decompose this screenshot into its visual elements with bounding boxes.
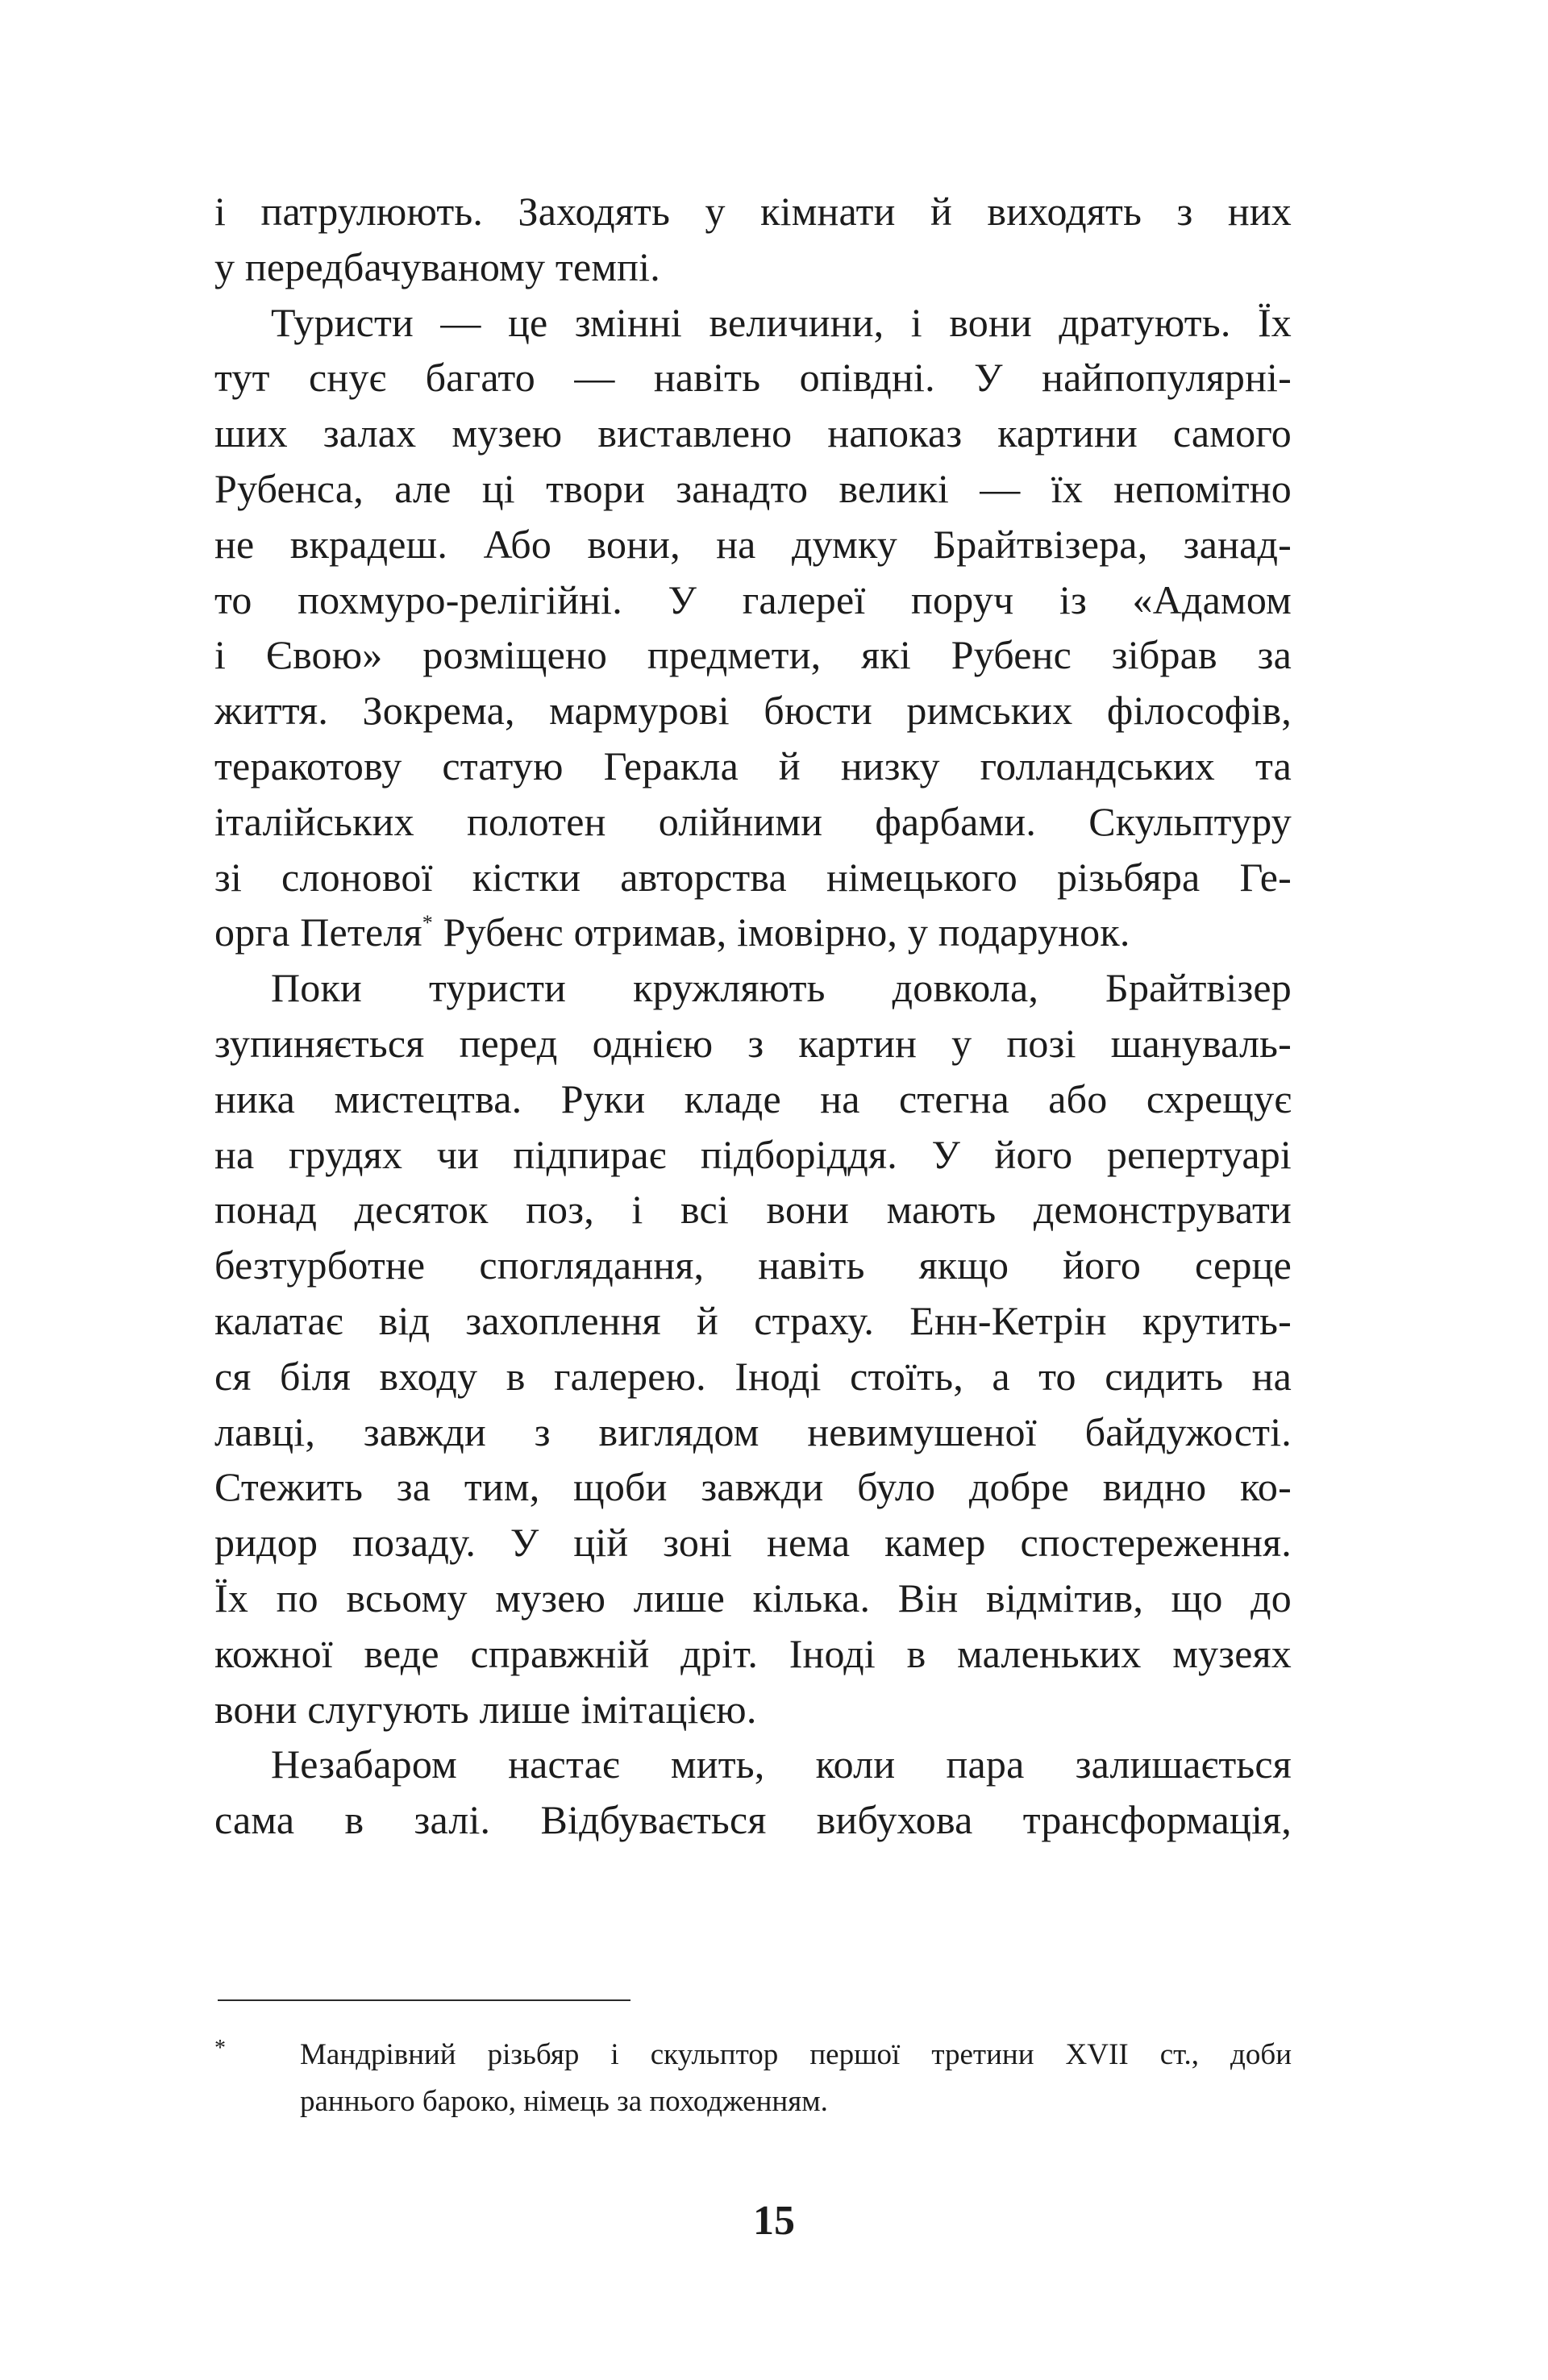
text-line: ридор позаду. У цій зоні нема камер спостереження.: [214, 1520, 1292, 1566]
text-line: і патрулюють. Заходять у кімнати й виходять з них: [214, 189, 1292, 234]
text-line: теракотову статую Геракла й низку голландських та: [214, 743, 1292, 788]
text-line: ника мистецтва. Руки кладе на стегна або схрещує: [214, 1076, 1292, 1121]
text-line: безтурботне споглядання, навіть якщо його серце: [214, 1242, 1292, 1288]
text-line: Поки туристи кружляють довкола, Брайтвізер: [271, 965, 1292, 1011]
footnote: [214, 2032, 1292, 2125]
footnote-marker: *: [214, 2036, 226, 2061]
text-line: вони слугують лише імітацією.: [214, 1686, 757, 1732]
page-number: 15: [753, 2198, 795, 2244]
text-line: то похмуро-релігійні. У галереї поруч із «Адамом: [214, 576, 1292, 622]
text-line: не вкрадеш. Або вони, на думку Брайтвізера, занад-: [214, 521, 1292, 567]
footnote-line: раннього бароко, німець за походженням.: [300, 2085, 828, 2118]
text-fragment: Рубенс отримав, імовірно, у подарунок.: [443, 909, 1130, 955]
text-line: тут снує багато — навіть опівдні. У найпопулярні-: [214, 355, 1292, 401]
text-line: італійських полотен олійними фарбами. Скульптуру: [214, 798, 1292, 844]
text-line: Стежить за тим, щоби завжди було добре видно ко-: [214, 1464, 1292, 1510]
text-fragment: орга Петеля: [214, 909, 422, 955]
text-line: життя. Зокрема, мармурові бюсти римських філософів,: [214, 688, 1292, 734]
text-line: зі слонової кістки авторства німецького різьбяра Ге-: [214, 854, 1292, 900]
footnote-divider: [218, 1999, 630, 2001]
text-line: і Євою» розміщено предмети, які Рубенс зібрав за: [214, 632, 1292, 678]
text-line: Рубенса, але ці твори занадто великі — їх непомітно: [214, 465, 1292, 511]
text-line: Туристи — це змінні величини, і вони дратують. Їх: [271, 299, 1292, 345]
body-text: [214, 184, 1292, 1848]
text-line: кожної веде справжній дріт. Іноді в маленьких музеях: [214, 1630, 1292, 1676]
text-line: Їх по всьому музею лише кілька. Він відмітив, що до: [214, 1575, 1292, 1621]
text-line: у передбачуваному темпі.: [214, 243, 660, 289]
text-line: сама в залі. Відбувається вибухова трансформація,: [214, 1797, 1292, 1843]
text-line: Незабаром настає мить, коли пара залишається: [271, 1741, 1292, 1787]
text-line: ся біля входу в галерею. Іноді стоїть, а то сидить на: [214, 1353, 1292, 1399]
text-line: понад десяток поз, і всі вони мають демонструвати: [214, 1187, 1292, 1233]
text-line: лавці, завжди з виглядом невимушеної байдужості.: [214, 1408, 1292, 1454]
text-line: ших залах музею виставлено напоказ картини самого: [214, 410, 1292, 456]
text-line: на грудях чи підпирає підборіддя. У його репертуарі: [214, 1131, 1292, 1177]
text-line: [214, 905, 1292, 960]
footnote-reference: *: [422, 911, 433, 935]
text-line: калатає від захоплення й страху. Енн-Кетрін крутить-: [214, 1297, 1292, 1343]
footnote-line: Мандрівний різьбяр і скульптор першої третини XVII ст., доби: [300, 2038, 1292, 2071]
text-line: зупиняється перед однією з картин у позі шануваль-: [214, 1020, 1292, 1066]
